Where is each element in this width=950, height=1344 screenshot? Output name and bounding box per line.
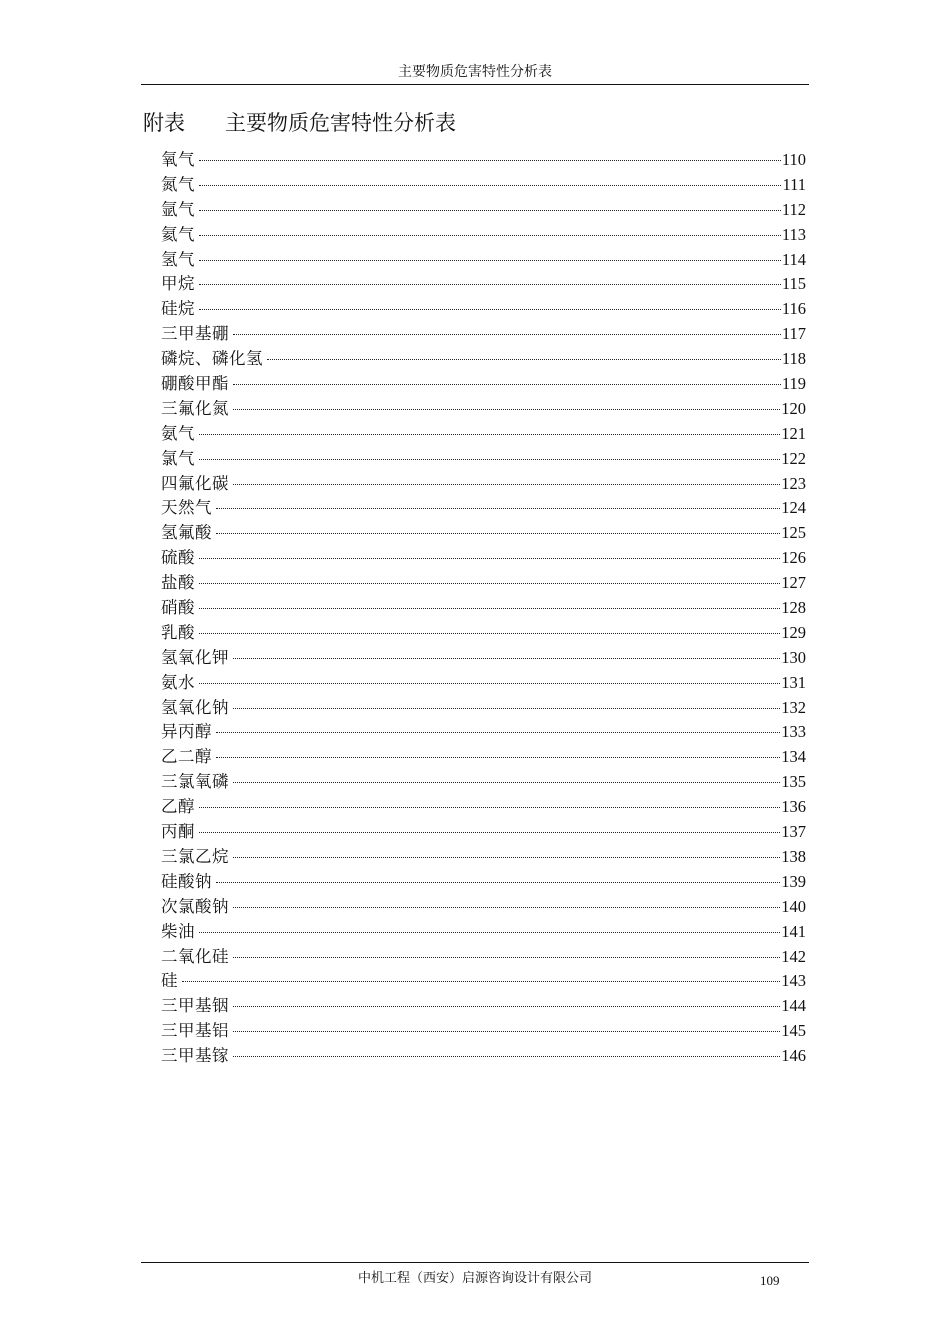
toc-entry-page: 144 (781, 996, 806, 1016)
toc-entry-page: 126 (781, 548, 806, 568)
toc-entry[interactable] (161, 895, 806, 920)
toc-dot-leader (199, 459, 780, 460)
toc-dot-leader (216, 882, 780, 883)
toc-entry[interactable] (161, 272, 806, 297)
toc-entry-name: 三甲基镓 (161, 1046, 229, 1066)
toc-entry-page: 117 (781, 324, 806, 344)
toc-entry[interactable] (161, 297, 806, 322)
toc-entry[interactable] (161, 496, 806, 521)
toc-entry[interactable] (161, 223, 806, 248)
toc-entry-page: 119 (781, 374, 806, 394)
toc-entry[interactable] (161, 920, 806, 945)
toc-dot-leader (233, 857, 780, 858)
toc-entry-name: 硝酸 (161, 598, 195, 618)
toc-entry[interactable] (161, 148, 806, 173)
toc-entry-name: 天然气 (161, 498, 212, 518)
toc-entry-page: 129 (781, 622, 806, 642)
toc-entry[interactable] (161, 422, 806, 447)
toc-entry[interactable] (161, 447, 806, 472)
toc-entry-page: 138 (781, 846, 806, 866)
toc-dot-leader (199, 558, 780, 559)
toc-entry[interactable] (161, 571, 806, 596)
toc-dot-leader (233, 708, 780, 709)
toc-entry-page: 135 (781, 772, 806, 792)
toc-entry-name: 三氟化氮 (161, 398, 229, 418)
toc-entry-page: 141 (781, 921, 806, 941)
toc-entry-page: 127 (781, 573, 806, 593)
toc-dot-leader (233, 334, 781, 335)
toc-dot-leader (233, 384, 781, 385)
footer-rule (141, 1262, 809, 1263)
toc-entry[interactable] (161, 696, 806, 721)
toc-dot-leader (199, 608, 780, 609)
toc-entry[interactable] (161, 173, 806, 198)
toc-entry[interactable] (161, 472, 806, 497)
toc-entry[interactable] (161, 845, 806, 870)
toc-entry-page: 136 (781, 797, 806, 817)
toc-entry-name: 丙酮 (161, 822, 195, 842)
toc-dot-leader (199, 235, 781, 236)
toc-dot-leader (233, 658, 780, 659)
toc-entry-page: 116 (781, 299, 806, 319)
toc-entry-name: 硼酸甲酯 (161, 374, 229, 394)
toc-entry-name: 硅烷 (161, 299, 195, 319)
toc-dot-leader (199, 185, 781, 186)
toc-entry-name: 氯气 (161, 448, 195, 468)
toc-dot-leader (199, 434, 780, 435)
toc-entry-name: 硫酸 (161, 548, 195, 568)
toc-dot-leader (267, 359, 781, 360)
footer-page-number: 109 (760, 1273, 780, 1288)
toc-entry[interactable] (161, 646, 806, 671)
toc-dot-leader (199, 583, 780, 584)
toc-entry-page: 122 (781, 448, 806, 468)
toc-entry-name: 氮气 (161, 174, 195, 194)
toc-entry-name: 异丙醇 (161, 722, 212, 742)
toc-entry[interactable] (161, 745, 806, 770)
toc-entry-page: 111 (782, 174, 806, 194)
toc-entry[interactable] (161, 198, 806, 223)
toc-entry[interactable] (161, 322, 806, 347)
toc-entry-name: 氨水 (161, 672, 195, 692)
toc-dot-leader (199, 932, 780, 933)
toc-entry-name: 盐酸 (161, 573, 195, 593)
toc-dot-leader (233, 782, 780, 783)
table-of-contents (161, 148, 806, 1069)
toc-entry-page: 143 (781, 971, 806, 991)
toc-entry[interactable] (161, 347, 806, 372)
toc-entry-name: 四氟化碳 (161, 473, 229, 493)
toc-dot-leader (233, 957, 780, 958)
toc-entry[interactable] (161, 372, 806, 397)
toc-entry[interactable] (161, 1019, 806, 1044)
toc-entry-page: 145 (781, 1021, 806, 1041)
toc-dot-leader (199, 284, 781, 285)
toc-dot-leader (216, 757, 780, 758)
toc-entry-name: 氢氧化钾 (161, 647, 229, 667)
toc-entry-name: 氩气 (161, 199, 195, 219)
toc-entry-name: 三甲基铟 (161, 996, 229, 1016)
toc-entry[interactable] (161, 621, 806, 646)
toc-entry[interactable] (161, 969, 806, 994)
toc-entry-page: 124 (781, 498, 806, 518)
toc-entry-page: 133 (781, 722, 806, 742)
toc-entry-page: 114 (781, 249, 806, 269)
toc-entry-name: 三氯乙烷 (161, 846, 229, 866)
toc-dot-leader (199, 832, 780, 833)
toc-dot-leader (216, 732, 780, 733)
toc-entry-name: 磷烷、磷化氢 (161, 349, 263, 369)
toc-entry[interactable] (161, 546, 806, 571)
toc-entry[interactable] (161, 397, 806, 422)
toc-entry-name: 氧气 (161, 150, 195, 169)
toc-entry[interactable] (161, 770, 806, 795)
footer-company: 中机工程（西安）启源咨询设计有限公司 (357, 1271, 592, 1286)
toc-entry[interactable] (161, 596, 806, 621)
toc-dot-leader (233, 1056, 780, 1057)
toc-entry-page: 118 (781, 349, 806, 369)
toc-entry[interactable] (161, 521, 806, 546)
toc-entry-page: 139 (781, 871, 806, 891)
toc-entry[interactable] (161, 795, 806, 820)
toc-dot-leader (233, 1031, 780, 1032)
toc-entry-name: 次氯酸钠 (161, 896, 229, 916)
running-header: 主要物质危害特性分析表 (398, 64, 552, 80)
toc-dot-leader (199, 807, 780, 808)
toc-entry-name: 氨气 (161, 423, 195, 443)
toc-entry-page: 110 (781, 150, 806, 169)
toc-entry-name: 氢气 (161, 249, 195, 269)
toc-entry-name: 三氯氧磷 (161, 772, 229, 792)
toc-entry-name: 硅酸钠 (161, 871, 212, 891)
toc-dot-leader (233, 907, 780, 908)
toc-entry-name: 乙醇 (161, 797, 195, 817)
toc-entry-page: 125 (781, 523, 806, 543)
toc-dot-leader (233, 484, 780, 485)
toc-entry[interactable] (161, 248, 806, 273)
toc-entry[interactable] (161, 994, 806, 1019)
toc-entry-name: 乳酸 (161, 622, 195, 642)
toc-entry-page: 123 (781, 473, 806, 493)
toc-entry-page: 137 (781, 822, 806, 842)
toc-entry-name: 三甲基硼 (161, 324, 229, 344)
toc-entry-name: 氢氧化钠 (161, 697, 229, 717)
toc-entry-page: 132 (781, 697, 806, 717)
toc-entry-page: 113 (781, 224, 806, 244)
toc-entry[interactable] (161, 1044, 806, 1069)
toc-entry[interactable] (161, 945, 806, 970)
toc-entry-page: 112 (781, 199, 806, 219)
toc-dot-leader (182, 981, 780, 982)
title-label: 附表 (143, 111, 185, 135)
toc-entry-name: 二氧化硅 (161, 946, 229, 966)
toc-dot-leader (199, 683, 780, 684)
toc-entry-name: 硅 (161, 971, 178, 991)
title-text: 主要物质危害特性分析表 (225, 111, 456, 135)
toc-entry-page: 131 (781, 672, 806, 692)
toc-entry-page: 142 (781, 946, 806, 966)
toc-entry-page: 115 (781, 274, 806, 294)
toc-entry-name: 柴油 (161, 921, 195, 941)
toc-dot-leader (199, 309, 781, 310)
toc-entry-page: 120 (781, 398, 806, 418)
page-title (143, 108, 456, 138)
toc-entry[interactable] (161, 671, 806, 696)
toc-dot-leader (199, 210, 781, 211)
toc-entry[interactable] (161, 870, 806, 895)
toc-dot-leader (199, 633, 780, 634)
toc-entry-page: 128 (781, 598, 806, 618)
toc-dot-leader (233, 1006, 780, 1007)
toc-entry-name: 三甲基铝 (161, 1021, 229, 1041)
toc-dot-leader (216, 533, 780, 534)
toc-entry-name: 乙二醇 (161, 747, 212, 767)
toc-entry[interactable] (161, 720, 806, 745)
header-rule (141, 84, 809, 85)
toc-dot-leader (216, 508, 780, 509)
toc-entry-page: 121 (781, 423, 806, 443)
toc-entry-page: 146 (781, 1046, 806, 1066)
toc-dot-leader (199, 160, 781, 161)
toc-entry-page: 130 (781, 647, 806, 667)
toc-entry[interactable] (161, 820, 806, 845)
toc-entry-page: 134 (781, 747, 806, 767)
toc-dot-leader (233, 409, 780, 410)
toc-entry-name: 甲烷 (161, 274, 195, 294)
toc-entry-name: 氢氟酸 (161, 523, 212, 543)
toc-entry-name: 氦气 (161, 224, 195, 244)
toc-dot-leader (199, 260, 781, 261)
toc-entry-page: 140 (781, 896, 806, 916)
